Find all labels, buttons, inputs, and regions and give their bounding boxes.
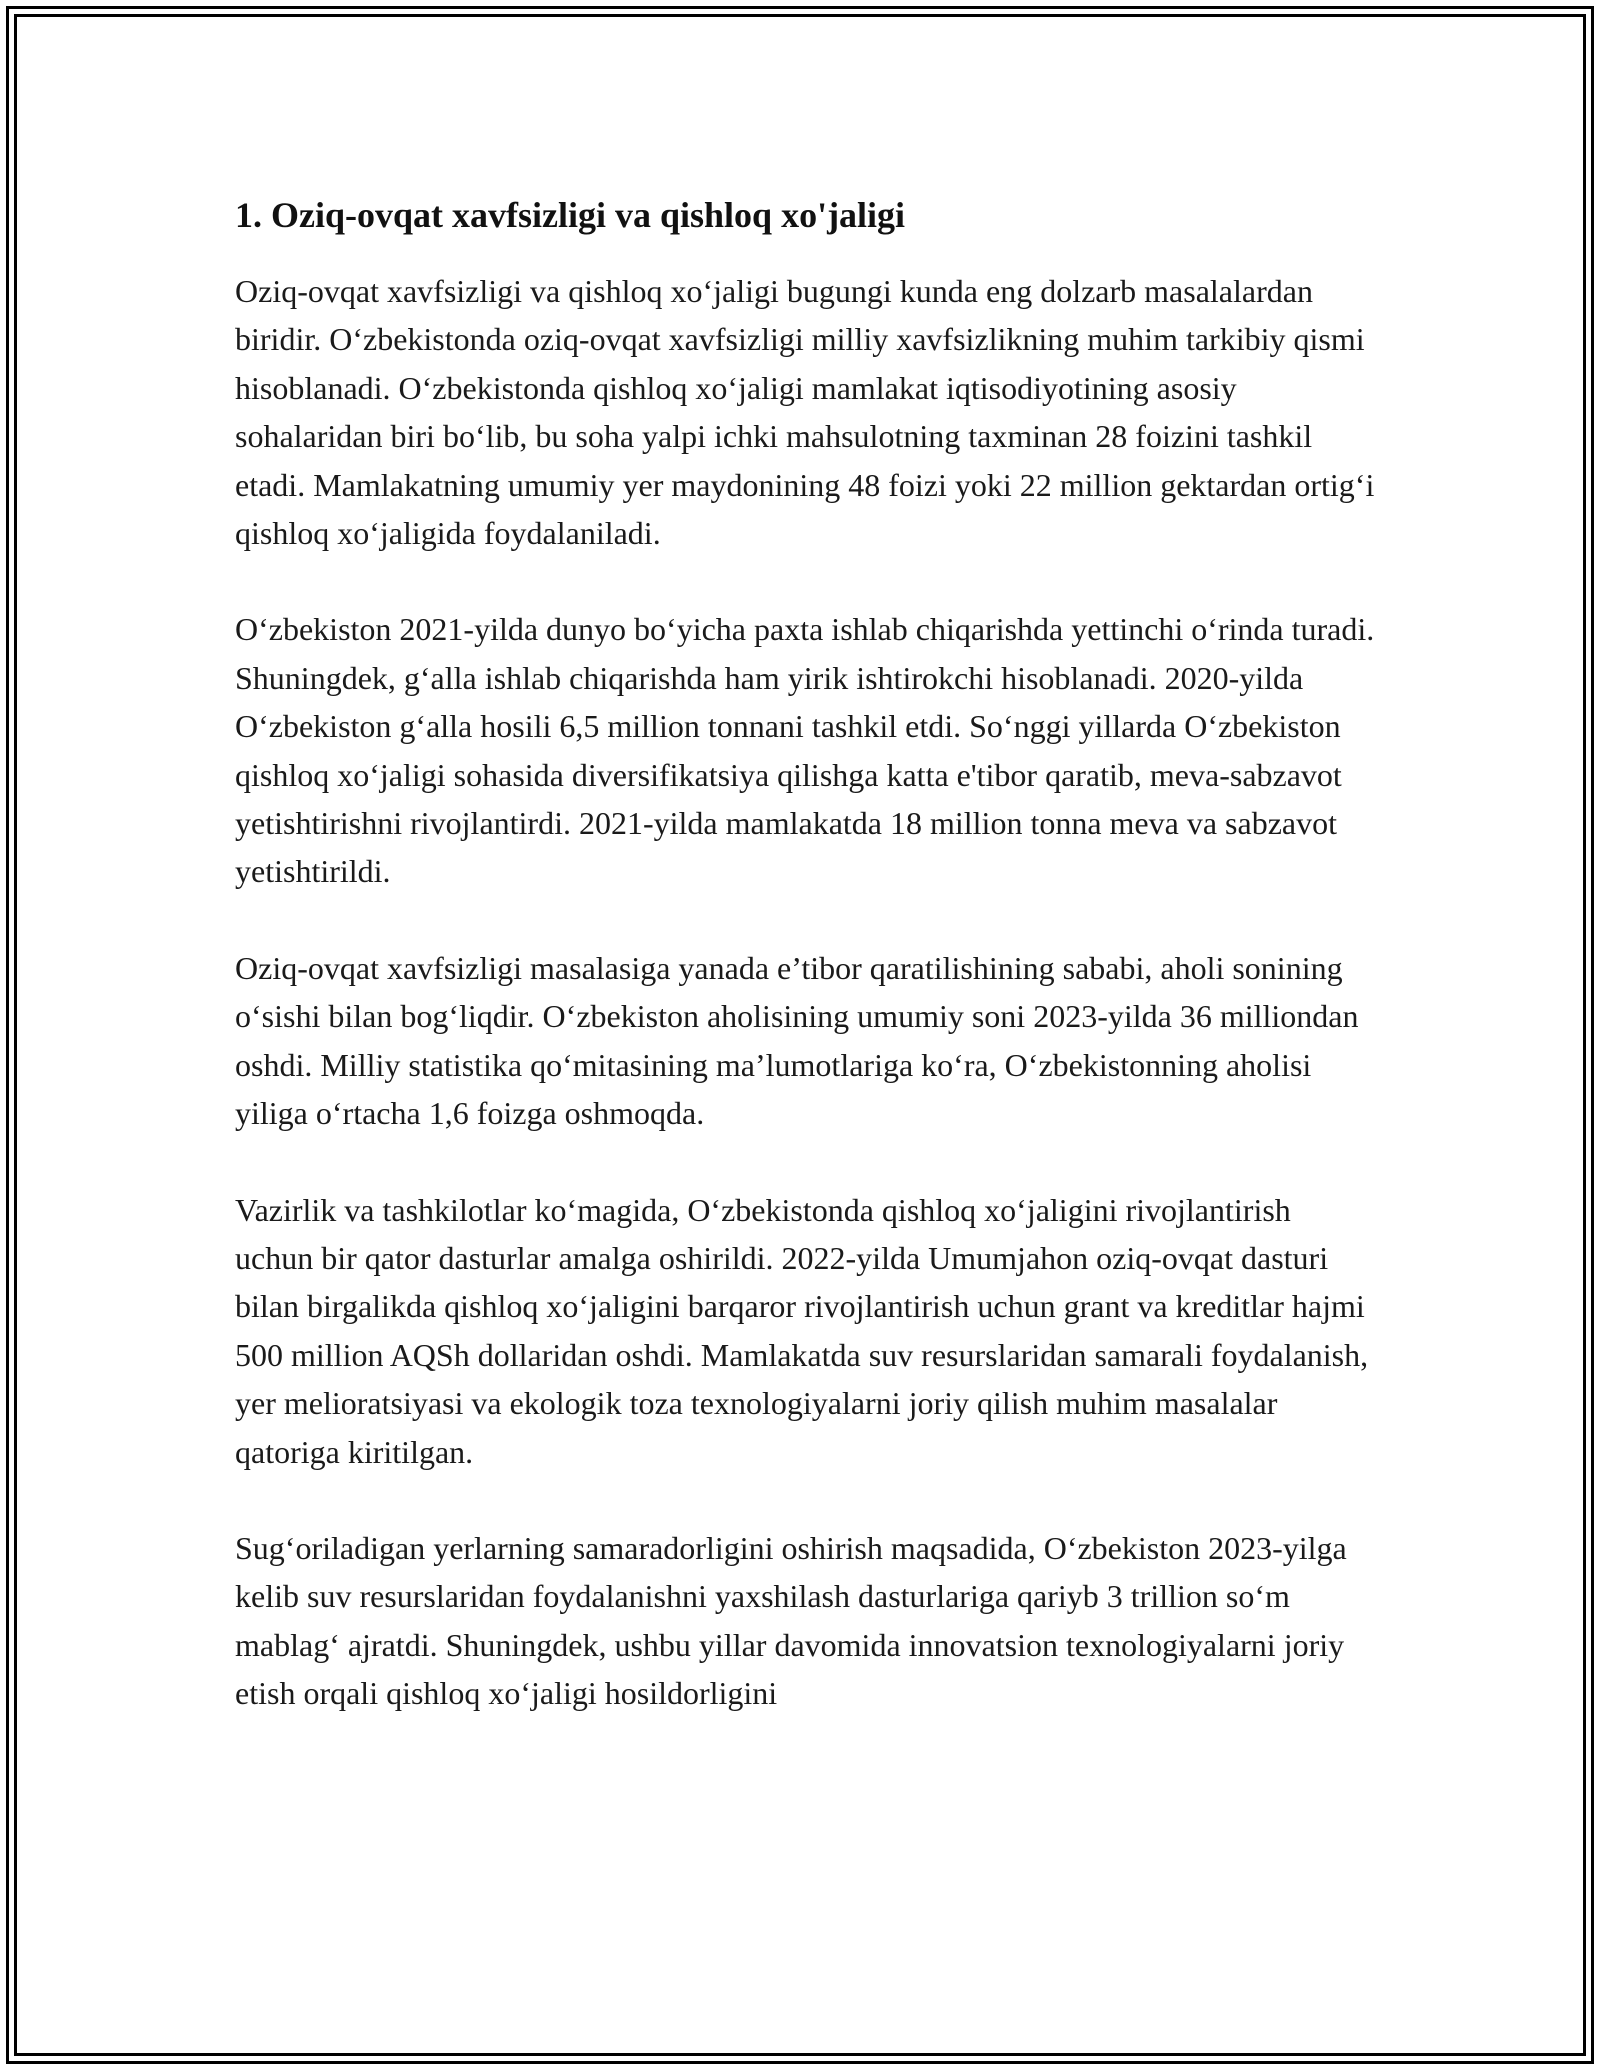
section-heading: 1. Oziq-ovqat xavfsizligi va qishloq xo'jaligi [235, 195, 906, 235]
document-body [235, 187, 1375, 1766]
paragraph-3: Oziq-ovqat xavfsizligi masalasiga yanada e’tibor qaratilishining sababi, aholi sonining o‘sishi bilan bog‘liqdir. O‘zbekiston aholisining umumiy soni 2023-yilda 36 milliondan oshdi. Milliy statistika qo‘mitasining ma’lumotlariga ko‘ra, O‘zbekistonning aholisi yiliga o‘rtacha 1,6 foizga oshmoqda. [235, 949, 1359, 1132]
paragraph-4: Vazirlik va tashkilotlar ko‘magida, O‘zbekistonda qishloq xo‘jaligini rivojlantirish uchun bir qator dasturlar amalga oshirildi. 2022-yilda Umumjahon oziq-ovqat dasturi bilan birgalikda qishloq xo‘jaligini barqaror rivojlantirish uchun grant va kreditlar hajmi 500 million AQSh dollaridan oshdi. Mamlakatda suv resurslaridan samarali foydalanish, yer melioratsiyasi va ekologik toza texnologiyalarni joriy qilish muhim masalalar qatoriga kiritilgan. [235, 1191, 1369, 1470]
paragraph-1: Oziq-ovqat xavfsizligi va qishloq xo‘jaligi bugungi kunda eng dolzarb masalalardan biridir. O‘zbekistonda oziq-ovqat xavfsizligi milliy xavfsizlikning muhim tarkibiy qismi hisoblanadi. O‘zbekistonda qishloq xo‘jaligi mamlakat iqtisodiyotining asosiy sohalaridan biri bo‘lib, bu soha yalpi ichki mahsulotning taxminan 28 foizini tashkil etadi. Mamlakatning umumiy yer maydonining 48 foizi yoki 22 million gektardan ortig‘i qishloq xo‘jaligida foydalaniladi. [235, 273, 1375, 552]
paragraph-5: Sug‘oriladigan yerlarning samaradorligini oshirish maqsadida, O‘zbekiston 2023-yilga kelib suv resurslaridan foydalanishni yaxshilash dasturlariga qariyb 3 trillion so‘m mablag‘ ajratdi. Shuningdek, ushbu yillar davomida innovatsion texnologiyalarni joriy etish orqali qishloq xo‘jaligi hosildorligini [235, 1529, 1347, 1712]
paragraph-2: O‘zbekiston 2021-yilda dunyo bo‘yicha paxta ishlab chiqarishda yettinchi o‘rinda turadi. Shuningdek, g‘alla ishlab chiqarishda ham yirik ishtirokchi hisoblanadi. 2020-yilda O‘zbekiston g‘alla hosili 6,5 million tonnani tashkil etdi. So‘nggi yillarda O‘zbekiston qishloq xo‘jaligi sohasida diversifikatsiya qilishga katta e'tibor qaratib, meva-sabzavot yetishtirishni rivojlantirdi. 2021-yilda mamlakatda 18 million tonna meva va sabzavot yetishtirildi. [235, 611, 1375, 890]
